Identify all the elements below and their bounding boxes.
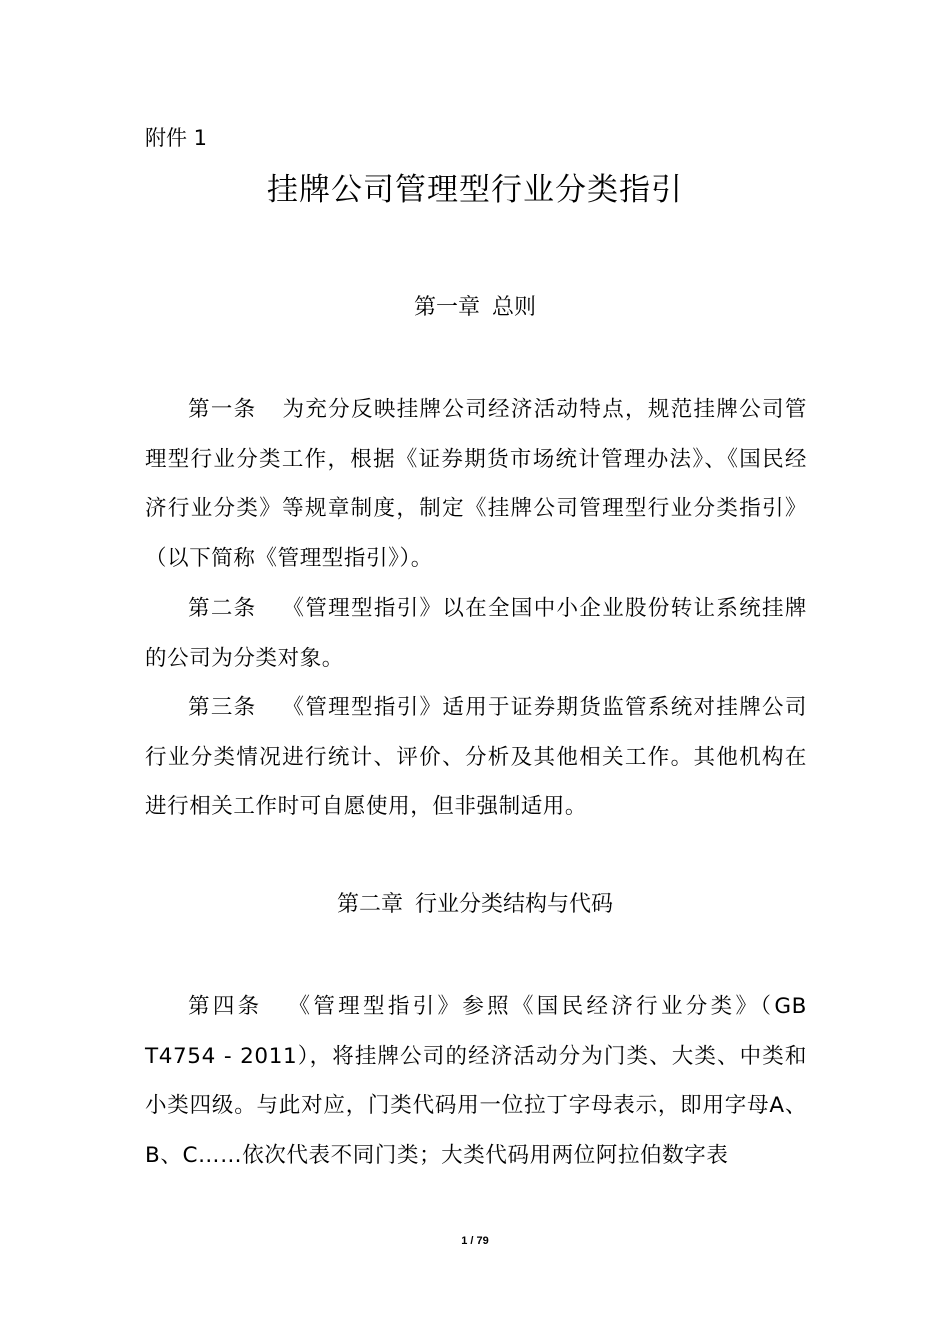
article-text: 为充分反映挂牌公司经济活动特点，规范挂牌公司管理型行业分类工作，根据《证券期货市场统计管理办法》、《国民经济行业分类》等规章制度，制定《挂牌公司管理型行业分类指引》（以下简称《管理型指引》）。 xyxy=(145,397,807,572)
chapter-heading xyxy=(0,293,950,323)
attachment-label: 附件 1 xyxy=(145,126,208,150)
article-text: 《管理型指引》参照《国民经济行业分类》（GB T4754 - 2011），将挂牌公司的经济活动分为门类、大类、中类和小类四级。与此对应，门类代码用一位拉丁字母表示，即用字母A、B、C……依次代表不同门类；大类代码用两位阿拉伯数字表 xyxy=(145,994,807,1169)
article-paragraph xyxy=(145,982,807,1181)
article-number: 第四条 xyxy=(188,994,263,1019)
article-number: 第一条 xyxy=(188,397,257,422)
chapter-heading xyxy=(0,890,950,920)
chapter-number: 第一章 xyxy=(413,295,480,320)
chapter-number: 第二章 xyxy=(336,892,403,917)
article-paragraph xyxy=(145,385,807,584)
chapter-name: 总则 xyxy=(492,295,537,320)
chapter-name: 行业分类结构与代码 xyxy=(415,892,614,917)
article-text: 《管理型指引》以在全国中小企业股份转让系统挂牌的公司为分类对象。 xyxy=(145,596,807,671)
article-text: 《管理型指引》适用于证券期货监管系统对挂牌公司行业分类情况进行统计、评价、分析及其他相关工作。其他机构在进行相关工作时可自愿使用，但非强制适用。 xyxy=(145,695,807,820)
article-number: 第二条 xyxy=(188,596,257,621)
page-number: 1 / 79 xyxy=(461,1235,489,1247)
article-paragraph xyxy=(145,584,807,683)
article-number: 第三条 xyxy=(188,695,257,720)
article-paragraph xyxy=(145,683,807,832)
document-title: 挂牌公司管理型行业分类指引 xyxy=(267,172,683,208)
